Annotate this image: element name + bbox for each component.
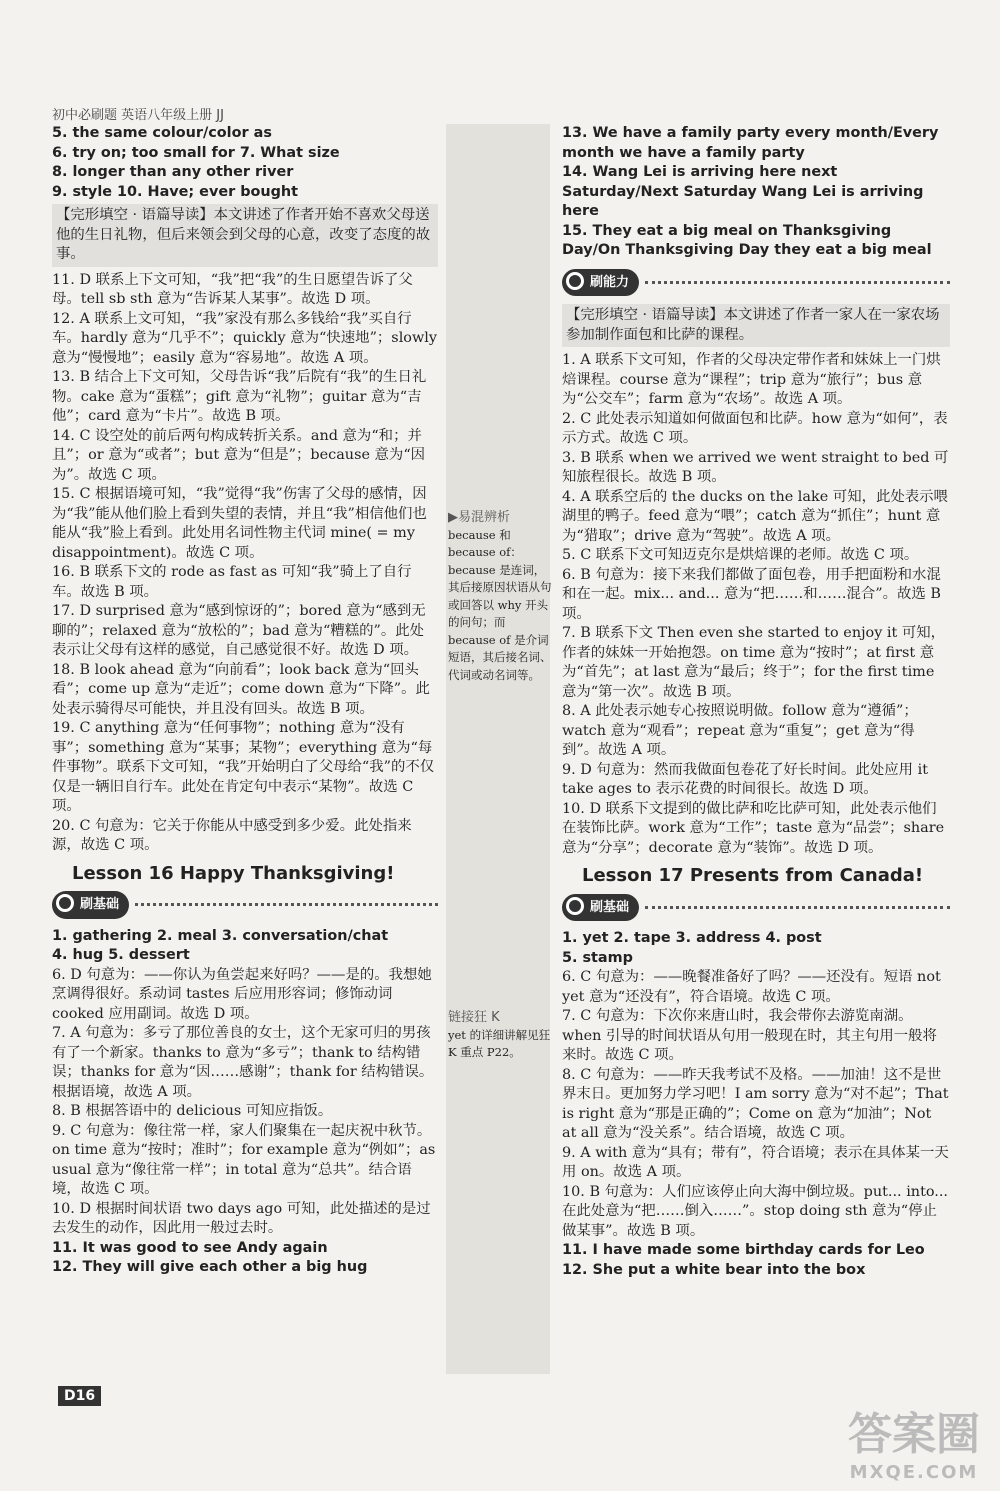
answer-explanation: 15. C 根据语境可知，“我”觉得“我”伤害了父母的感情，因为“我”能从他们脸上看到失望的表情，并且“我”相信他们也能从“我”脸上看到。此处用名词性物主代词 mine( = my disappointment)。故选 C 项。: [52, 486, 427, 561]
note-title: 链接狂 K: [448, 1010, 500, 1025]
left-column: [52, 124, 438, 1278]
fill-answer: 15. They eat a big meal on Thanksgiving Day/On Thanksgiving Day they eat a big meal: [562, 222, 932, 258]
answer-explanation: 7. A 句意为：多亏了那位善良的女士，这个无家可归的男孩有了一个新家。thanks to 意为“多亏”；thank to 结构错误；thanks for 意为“因……感谢”；thank for 结构错误。根据语境，故选 A 项。: [52, 1025, 434, 1100]
answer-explanation: 9. C 句意为：像往常一样，家人们聚集在一起庆祝中秋节。on time 意为“按时；准时”；for example 意为“例如”；as usual 意为“像往常一样”；in total 意为“总共”。结合语境，故选 C 项。: [52, 1122, 436, 1197]
section-tag: [562, 894, 950, 922]
right-column: [562, 124, 950, 1280]
watermark-url: MXQE.COM: [849, 1462, 979, 1483]
section-tag-label: 刷基础: [52, 891, 129, 919]
fill-answer: 9. style 10. Have; ever bought: [52, 183, 299, 200]
answer-explanation: 11. D 联系上下文可知，“我”把“我”的生日愿望告诉了父母。tell sb sth 意为“告诉某人某事”。故选 D 项。: [52, 271, 413, 307]
answer-explanation: 10. B 句意为：人们应该停止向大海中倒垃圾。put... into... 在此处意为“把……倒入……”。stop doing sth 意为“停止做某事”。故选 B 项。: [562, 1183, 948, 1239]
fill-answer: 14. Wang Lei is arriving here next Saturday/Next Saturday Wang Lei is arriving here: [562, 164, 924, 219]
side-notes-background: [446, 124, 550, 1374]
note-confusing-words: [448, 509, 552, 684]
answer-explanation: 18. B look ahead 意为“向前看”；look back 意为“回头看”；come up 意为“走近”；come down 意为“下降”。此处表示骑得尽可能快，并且没有回头。故选 B 项。: [52, 661, 430, 717]
answer-explanation: 17. D surprised 意为“感到惊讶的”；bored 意为“感到无聊的”；relaxed 意为“放松的”；bad 意为“糟糕的”。此处表示让父母有这样的感觉，自己感觉很不好。故选 D 项。: [52, 603, 426, 658]
section-tag: [52, 891, 438, 919]
answer-explanation: 6. B 句意为：接下来我们都做了面包卷，用手把面粉和水混和在一起。mix... and... 意为“把……和……混合”。故选 B 项。: [562, 566, 941, 622]
fill-answer: 11. I have made some birthday cards for Leo: [562, 1242, 925, 1258]
answer-explanation: 16. B 联系下文的 rode as fast as 可知“我”骑上了自行车。故选 B 项。: [52, 564, 412, 600]
section-tag-label: 刷能力: [562, 269, 639, 297]
answer-explanation: 19. C anything 意为“任何事物”；nothing 意为“没有事”；something 意为“某事；某物”；everything 意为“每件事物”。联系下文可知，“我”开始明白了父母给“我”的不仅仅是一辆旧自行车。此处在肯定句中表示“某物”。故选 C 项。: [52, 720, 435, 814]
answer-explanation: 6. D 句意为：——你认为鱼尝起来好吗？——是的。我想她烹调得很好。系动词 tastes 后应用形容词；修饰动词 cooked 应用副词。故选 D 项。: [52, 966, 432, 1022]
answer-explanation: 1. A 联系下文可知，作者的父母决定带作者和妹妹上一门烘焙课程。course 意为“课程”；trip 意为“旅行”；bus 意为“公交车”；farm 意为“农场”。故选 A 项。: [562, 352, 941, 407]
fill-answer: 11. It was good to see Andy again: [52, 1239, 328, 1256]
lesson-title: Lesson 17 Presents from Canada!: [582, 865, 924, 886]
lesson-title: Lesson 16 Happy Thanksgiving!: [72, 862, 395, 884]
answer-explanation: 8. A 此处表示她专心按照说明做。follow 意为“遵循”；watch 意为“观看”；repeat 意为“重复”；get 意为“得到”。故选 A 项。: [562, 703, 918, 758]
answer-explanation: 8. B 根据答语中的 delicious 可知应指饭。: [52, 1103, 333, 1119]
watermark: [848, 1398, 980, 1483]
note-body: yet 的详细讲解见狂 K 重点 P22。: [448, 1027, 551, 1059]
section-tag-label: 刷基础: [562, 894, 639, 922]
side-notes-column: [442, 124, 554, 1374]
answer-explanation: 2. C 此处表示知道如何做面包和比萨。how 意为“如何”，表示方式。故选 C 项。: [562, 410, 948, 446]
answer-explanation: 10. D 根据时间状语 two days ago 可知，此处描述的是过去发生的动作，因此用一般过去时。: [52, 1200, 431, 1236]
answer-explanation: 20. C 句意为：它关于你能从中感受到多少爱。此处指来源，故选 C 项。: [52, 817, 412, 853]
fill-answer: 1. gathering 2. meal 3. conversation/chat: [52, 927, 389, 944]
note-title: ▶易混辨析: [448, 510, 510, 525]
note-body: because 和 because of：because 是连词，其后接原因状语从句或回答以 why 开头的问句；而 because of 是介词短语，其后接名词、代词或动名词等。: [448, 527, 552, 682]
watermark-logo-text: 答案圈: [848, 1409, 980, 1460]
fill-answer: 5. stamp: [562, 949, 633, 966]
fill-answer: 5. the same colour/color as: [52, 125, 272, 141]
answer-explanation: 5. C 联系下文可知迈克尔是烘焙课的老师。故选 C 项。: [562, 547, 919, 563]
fill-answer: 1. yet 2. tape 3. address 4. post: [562, 930, 822, 946]
fill-answer: 13. We have a family party every month/Every month we have a family party: [562, 125, 939, 161]
answer-explanation: 6. C 句意为：——晚餐准备好了吗？——还没有。短语 not yet 意为“还没有”，符合语境。故选 C 项。: [562, 969, 941, 1005]
reading-guide: 【完形填空 · 语篇导读】本文讲述了作者一家人在一家农场参加制作面包和比萨的课程。: [562, 304, 950, 347]
answer-explanation: 12. A 联系上文可知，“我”家没有那么多钱给“我”买自行车。hardly 意为“几乎不”；quickly 意为“快速地”；slowly 意为“慢慢地”；easily 意为“容易地”。故选 A 项。: [52, 310, 438, 366]
section-tag: [562, 269, 950, 297]
answer-explanation: 13. B 结合上下文可知，父母告诉“我”后院有“我”的生日礼物。cake 意为“蛋糕”；gift 意为“礼物”；guitar 意为“吉他”；card 意为“卡片”。故选 B 项。: [52, 369, 427, 424]
answer-explanation: 4. A 联系空后的 the ducks on the lake 可知，此处表示喂湖里的鸭子。feed 意为“喂”；catch 意为“抓住”；hunt 意为“猎取”；drive 意为“驾驶”。故选 A 项。: [562, 488, 948, 544]
answer-explanation: 7. C 句意为：下次你来唐山时，我会带你去游览南湖。when 引导的时间状语从句用一般现在时，其主句用一般将来时。故选 C 项。: [562, 1008, 937, 1063]
page-number: D16: [58, 1386, 101, 1406]
note-link: [448, 1009, 552, 1062]
dotted-rule: [135, 903, 438, 906]
answer-explanation: 14. C 设空处的前后两句构成转折关系。and 意为“和；并且”；or 意为“或者”；but 意为“但是”；because 意为“因为”。故选 C 项。: [52, 427, 426, 483]
dotted-rule: [645, 906, 950, 909]
answer-explanation: 7. B 联系下文 Then even she started to enjoy it 可知，作者的妹妹一开始抱怨。on time 意为“按时”；at first 意为“首先”；at last 意为“最后；终于”；for the first time 意为“第一次”。故选 B 项。: [562, 625, 946, 700]
answer-explanation: 9. D 句意为：然而我做面包卷花了好长时间。此处应用 it take ages to 表示花费的时间很长。故选 D 项。: [562, 761, 928, 797]
answer-explanation: 8. C 句意为：——昨天我考试不及格。——加油！这不是世界末日。更加努力学习吧！I am sorry 意为“对不起”；That is right 意为“那是正确的”；Come on 意为“加油”；Not at all 意为“没关系”。结合语境，故选 C 项。: [562, 1066, 949, 1141]
fill-answer: 4. hug 5. dessert: [52, 947, 190, 963]
answer-explanation: 3. B 联系 when we arrived we went straight to bed 可知旅程很长。故选 B 项。: [562, 449, 949, 485]
fill-answer: 8. longer than any other river: [52, 164, 294, 180]
running-header: 初中必刷题 英语八年级上册 JJ: [52, 108, 224, 123]
fill-answer: 12. They will give each other a big hug: [52, 1259, 368, 1275]
answer-explanation: 10. D 联系下文提到的做比萨和吃比萨可知，此处表示他们在装饰比萨。work 意为“工作”；taste 意为“品尝”；share 意为“分享”；decorate 意为“装饰”。故选 D 项。: [562, 800, 945, 856]
answer-explanation: 9. A with 意为“具有；带有”，符合语境；表示在具体某一天用 on。故选 A 项。: [562, 1144, 949, 1180]
fill-answer: 6. try on; too small for 7. What size: [52, 144, 340, 161]
dotted-rule: [645, 281, 950, 284]
reading-guide: 【完形填空 · 语篇导读】本文讲述了作者开始不喜欢父母送他的生日礼物，但后来领会到父母的心意，改变了态度的故事。: [52, 204, 438, 267]
fill-answer: 12. She put a white bear into the box: [562, 1261, 866, 1278]
